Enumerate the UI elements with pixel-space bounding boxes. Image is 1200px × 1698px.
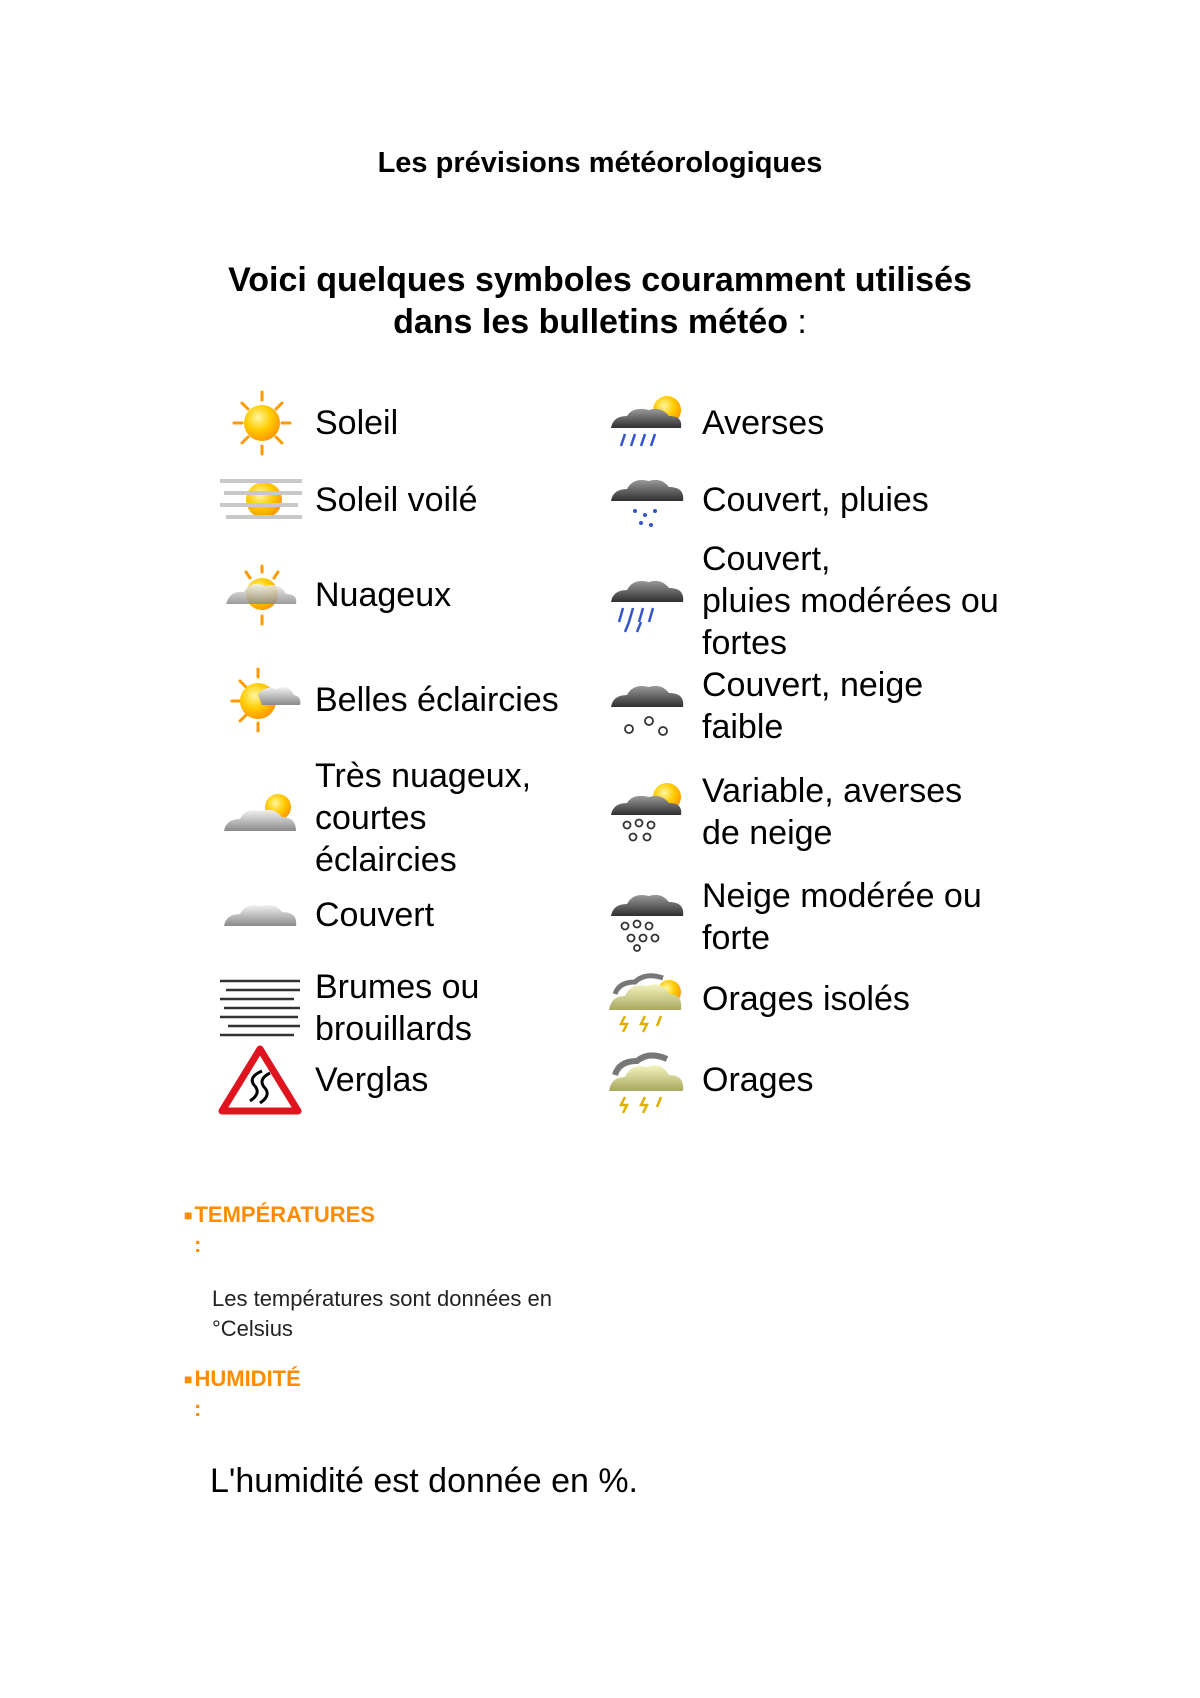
symbol-row-orages [605,1045,814,1115]
symbol-row-averses [605,388,824,458]
symbol-label: Orages [702,1061,814,1099]
veiled-sun-icon [218,465,303,535]
temperatures-body: Les températures sont données en °Celsius [212,1286,553,1341]
humidity-heading-text: HUMIDITÉ [194,1366,301,1391]
intro-line-2-bold: dans les bulletins météo [393,303,788,341]
overcast-rain-icon [605,465,690,535]
symbol-label: Verglas [315,1061,429,1099]
symbol-row-nuageux [218,560,451,630]
symbol-row-soleil-voile [218,465,478,535]
intro-line-1: Voici quelques symboles couramment utilisés [228,261,972,299]
bullet-icon: ■ [184,1371,193,1387]
showers-icon [605,388,690,458]
light-snow-icon [605,671,690,741]
temperatures-heading-text: TEMPÉRATURES [194,1202,375,1227]
humidity-colon: : [194,1396,202,1421]
snow-showers-icon [605,777,690,847]
temperatures-heading [184,1200,375,1230]
symbol-row-neige-faible [605,664,923,748]
symbol-label: Averses [702,404,825,442]
heavy-snow-icon [605,882,690,952]
very-cloudy-icon [218,783,303,853]
symbol-label: Belles éclaircies [315,681,559,719]
symbol-row-belles-eclaircies [218,665,559,735]
symbol-label: Couvert [315,896,435,934]
symbol-row-verglas [218,1045,428,1115]
symbol-row-averses-neige [605,770,962,854]
humidity-body: L'humidité est donnée en %. [210,1462,639,1500]
bullet-icon: ■ [184,1207,193,1223]
symbol-row-soleil [218,388,398,458]
symbol-row-brumes [218,966,479,1050]
page-title: Les prévisions météorologiques [377,147,823,179]
symbol-row-orages-isoles [605,964,910,1034]
symbol-label: Couvert, neige faible [702,666,924,746]
intro-text [0,259,1200,343]
temperatures-colon: : [194,1232,202,1257]
symbol-label: Nuageux [315,576,452,614]
cloudy-icon [218,560,303,630]
isolated-storms-icon [605,964,690,1034]
symbol-row-couvert-pluies [605,465,929,535]
symbol-label: Soleil [315,404,399,442]
symbol-label: Très nuageux, courtes éclaircies [315,757,532,879]
symbol-row-neige-forte [605,875,982,959]
intro-line-2-rest: : [787,303,807,341]
storms-icon [605,1045,690,1115]
symbol-label: Couvert, pluies modérées ou fortes [702,540,999,662]
symbol-row-couvert [218,880,434,950]
sunny-spells-icon [218,665,303,735]
symbol-label: Soleil voilé [315,481,478,519]
symbol-row-tres-nuageux [218,755,531,881]
intro-line-2 [0,301,1200,343]
symbol-label: Brumes ou brouillards [315,968,480,1048]
symbol-label: Neige modérée ou forte [702,877,982,957]
overcast-icon [218,880,303,950]
symbol-label: Variable, averses de neige [702,772,963,852]
symbol-row-pluies-fortes [605,538,999,664]
symbol-label: Couvert, pluies [702,481,929,519]
heavy-rain-icon [605,566,690,636]
sun-icon [218,388,303,458]
humidity-heading [184,1364,301,1394]
fog-icon [218,973,303,1043]
symbol-label: Orages isolés [702,980,910,1018]
black-ice-icon [218,1045,303,1115]
